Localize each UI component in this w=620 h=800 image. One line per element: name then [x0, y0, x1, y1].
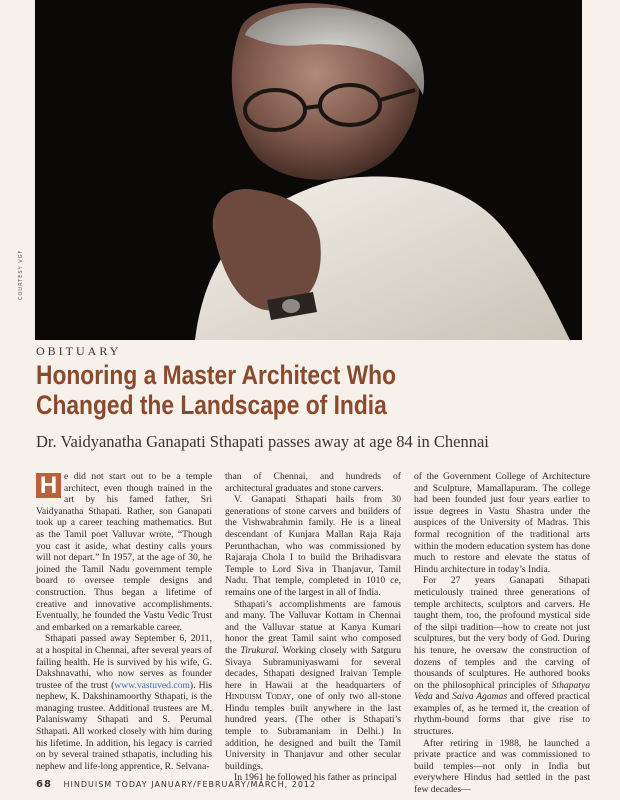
magazine-name: HINDUISM TODAY — [63, 780, 148, 789]
issue-date: JANUARY/FEBRUARY/MARCH, 2012 — [151, 780, 317, 789]
article-paragraph: of the Government College of Architecture and Sculpture, Mamallapuram. The college had been founded just four years earlier to issue degrees in Vastu Shastra under the auspices of the University of Madras. This formal recognition of the traditional arts within the modern education system has done much to restore and elevate the status of Hindu architecture in today’s India. — [414, 471, 590, 575]
page-number: 68 — [36, 779, 52, 790]
headline — [36, 360, 518, 420]
portrait-illustration — [35, 0, 582, 340]
page-footer — [36, 779, 316, 790]
article-column-2 — [225, 471, 401, 784]
article-paragraph: H e did not start out to be a temple architect, even though trained in the art by his famed father, Sri Vaidyanatha Sthapati. Rather, son Ganapati took up a career teaching mathematics. But as the Tamil poet Valluvar wrote, “Though you cast it aside, what destiny calls yours will not depart.” In 1957, at the age of 30, he joined the Tamil Nadu government temple board to oversee temple designs and construction. Thus began a lifetime of creative and innovative accomplishments. Eventually, he founded the Vastu Vedic Trust and embarked on a remarkable career. — [36, 471, 212, 633]
article-column-1 — [36, 471, 212, 772]
article-paragraph: Sthapati passed away September 6, 2011, at a hospital in Chennai, after several years of failing health. He is survived by his wife, G. Dakshnavathi, who now serves as founder trustee of the trust (www.vastuved.com). His nephew, K. Dakshinamoorthy Sthapati, is the managing trustee. Additional trustees are M. Palaniswamy Sthapati and S. Perumal Sthapati. All worked closely with him during his lifetime. In addition, his legacy is carried on by several trained sthapatis, including his nephew and life-long apprentice, R. Selvana- — [36, 633, 212, 772]
photo-credit: COURTESY VGF — [18, 249, 24, 300]
article-paragraph: In 1961 he followed his father as principal — [234, 772, 397, 784]
headline-line-1: Honoring a Master Architect Who — [36, 360, 397, 390]
drop-cap: H — [36, 473, 61, 498]
portrait-photo — [35, 0, 582, 340]
headline-line-2: Changed the Landscape of India — [36, 390, 387, 420]
article-paragraph: V. Ganapati Sthapati hails from 30 generations of stone carvers and builders of the Vishwabrahmin family. He is a lineal descendant of Kunjara Mallan Raja Raja Perunthachan, who was commissioned by Rajaraja Chola I to build the Brihadisvara Temple to Lord Siva in Thanjavur, Tamil Nadu. That temple, completed in 1010 ce, remains one of the largest in all of India. — [225, 494, 401, 598]
article-paragraph: After retiring in 1988, he launched a private practice and was commissioned to build temples—not only in India but everywhere Hindus had settled in the past few decades— — [414, 737, 590, 796]
section-label: OBITUARY — [36, 344, 122, 358]
deck-subtitle: Dr. Vaidyanatha Ganapati Sthapati passes away at age 84 in Chennai — [36, 432, 489, 451]
article-paragraph: than of Chennai, and hundreds of architectural graduates and stone carvers. — [225, 471, 401, 494]
article-paragraph: For 27 years Ganapati Sthapati meticulously trained three generations of temple architects, sculptors and carvers. He taught them, too, the profound mystical side of the silpi tradition—how to create not just sculptures, but the very body of God. During his tenure, he oversaw the construction of dozens of temples and the carving of thousands of sculptures. He authored books on the philosophical principles of Sthapatya Veda and Saiva Agamas and offered practical examples of, as he termed it, the creation of rhythm-bound forms that give rise to structures. — [414, 575, 591, 738]
article-column-3 — [414, 471, 590, 796]
article-paragraph: Sthapati’s accomplishments are famous and many. The Valluvar Kottam in Chennai and the Valluvar statue at Kanya Kumari honor the great Tamil saint who composed the Tirukural. Working closely with Satguru Sivaya Subramuniyaswami for several decades, Sthapati designed Iraivan Temple here in Hawaii at the headquarters of Hinduism Today, one of only two all-stone Hindu temples built anywhere in the last hundred years. (The other is Sthapati’s temple to Subramaniam in Delhi.) In addition, he designed and built the Tamil University in Thanjavur and other secular buildings. — [225, 598, 401, 772]
trust-website-link[interactable]: www.vastuved.com — [114, 679, 190, 691]
